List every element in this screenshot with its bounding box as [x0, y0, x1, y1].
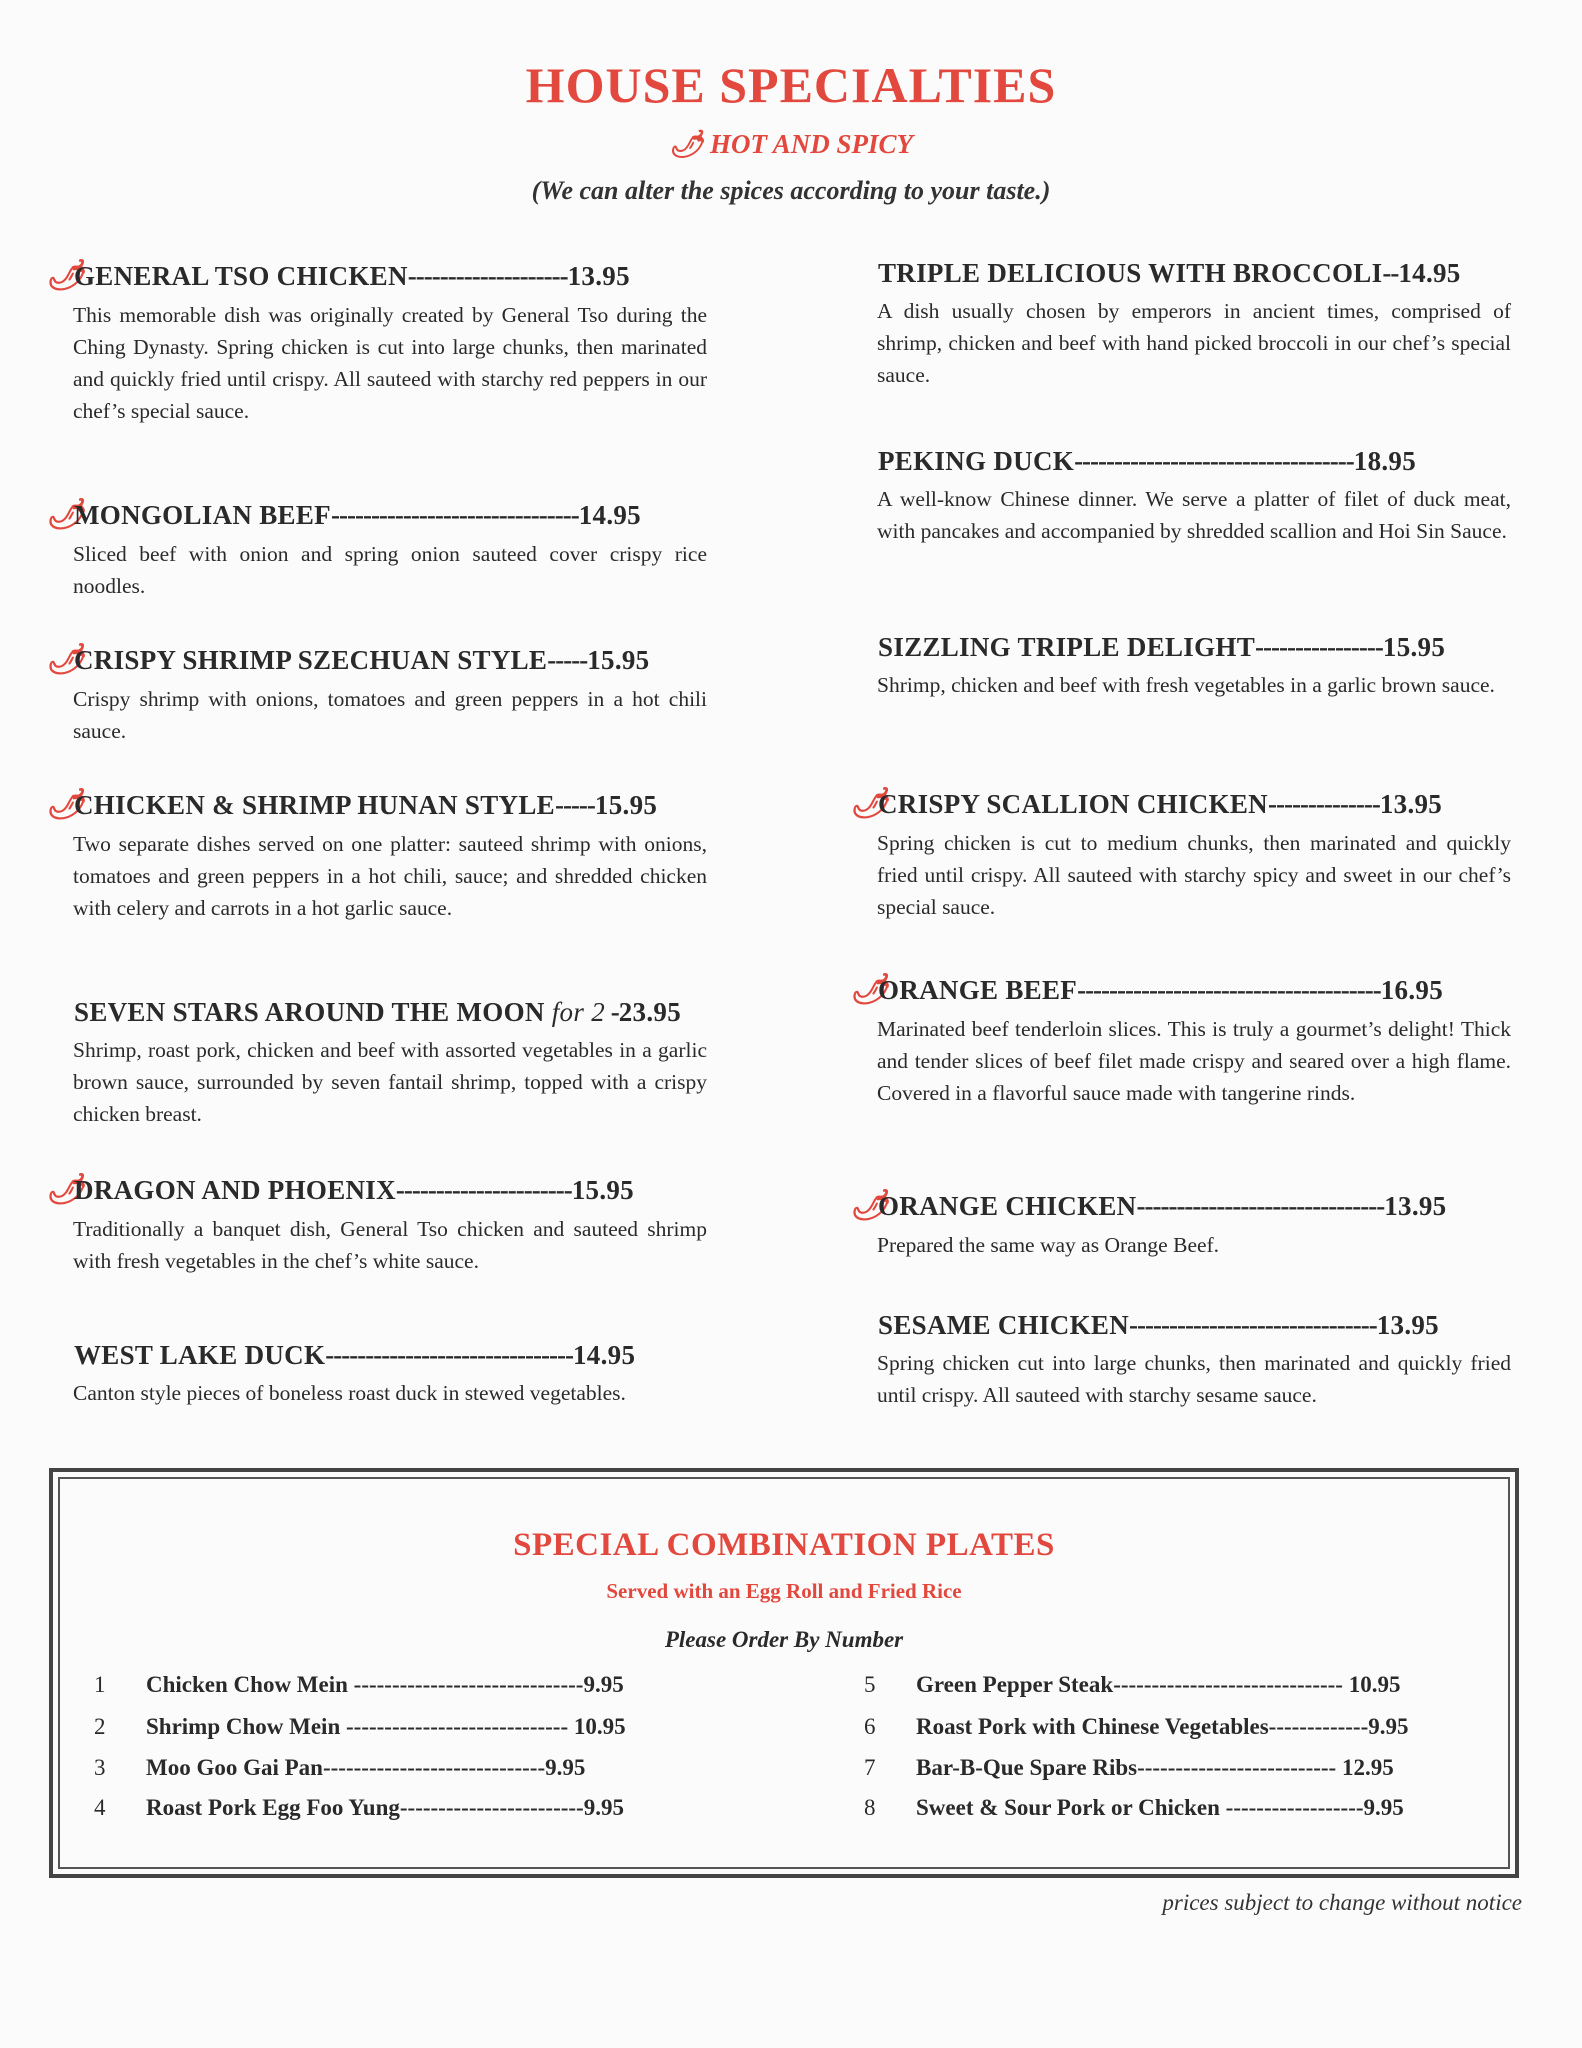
- spice-note: (We can alter the spices according to your taste.): [531, 176, 1051, 205]
- price-disclaimer: prices subject to change without notice: [1162, 1890, 1522, 1915]
- menu-item-price: 18.95: [1353, 446, 1417, 476]
- combo-number: 5: [864, 1672, 876, 1697]
- combo-name: Shrimp Chow Mein: [146, 1714, 341, 1739]
- menu-item-title: [850, 446, 1540, 477]
- menu-item: [46, 1172, 736, 1277]
- chili-pepper-icon: 🌶︎: [850, 787, 889, 820]
- menu-item-title: [46, 258, 736, 293]
- menu-item: [850, 258, 1540, 391]
- leader-dashes: ----------------------: [395, 1175, 572, 1205]
- menu-item: [850, 1188, 1540, 1261]
- chili-pepper-icon: 🌶︎: [850, 973, 889, 1006]
- menu-item-title: [46, 1172, 736, 1207]
- leader-dashes: -: [605, 997, 619, 1027]
- menu-item-price: 15.95: [587, 645, 650, 675]
- combo-name: Roast Pork Egg Foo Yung: [146, 1795, 400, 1820]
- menu-item-name: CHICKEN & SHRIMP HUNAN STYLE: [74, 790, 555, 820]
- menu-item: [850, 786, 1540, 923]
- leader-dashes: -----: [547, 645, 588, 675]
- leader-dashes: -------------------------------: [1136, 1191, 1385, 1221]
- menu-item-title: [46, 997, 736, 1028]
- menu-item-description: Spring chicken is cut to medium chunks, then marinated and quickly fried until crispy. All sauteed with starchy spicy and sweet in our chef’s special sauce.: [877, 831, 1511, 919]
- menu-item-name: CRISPY SHRIMP SZECHUAN STYLE: [74, 645, 548, 675]
- menu-item-name: ORANGE CHICKEN: [878, 1191, 1137, 1221]
- combo-number: 8: [864, 1795, 876, 1820]
- menu-item: [46, 497, 736, 602]
- combination-plates-inner-border: [58, 1477, 1510, 1869]
- combo-name: Bar-B-Que Spare Ribs: [916, 1755, 1138, 1780]
- menu-item-description: Traditionally a banquet dish, General Tso chicken and sauteed shrimp with fresh vegetables in the chef’s white sauce.: [73, 1217, 707, 1273]
- menu-item: [850, 972, 1540, 1109]
- leader-dashes: -------------------------------: [1129, 1310, 1377, 1340]
- menu-item-price: 14.95: [578, 500, 641, 530]
- menu-item-description: Two separate dishes served on one platter: sauteed shrimp with onions, tomatoes and green peppers in a hot chili, sauce; and shredded chicken with celery and carrots in a hot garlic sauce.: [73, 832, 707, 920]
- menu-item-description: Spring chicken cut into large chunks, then marinated and quickly fried until crispy. All sauteed with starchy sesame sauce.: [877, 1351, 1511, 1407]
- menu-item-name: SESAME CHICKEN: [878, 1310, 1129, 1340]
- leader-dashes: -----------------------------: [340, 1714, 569, 1739]
- menu-item: [850, 1310, 1540, 1411]
- leader-dashes: -----------------------------------: [1074, 446, 1354, 476]
- leader-dashes: --------------------: [407, 261, 568, 291]
- menu-item-price: 14.95: [1398, 258, 1461, 288]
- combo-price: 9.95: [583, 1795, 624, 1820]
- combo-price: 12.95: [1336, 1755, 1394, 1780]
- menu-item-description: Canton style pieces of boneless roast duck in stewed vegetables.: [73, 1381, 626, 1405]
- combo-name: Roast Pork with Chinese Vegetables: [916, 1714, 1269, 1739]
- menu-item: [46, 642, 736, 747]
- combo-number: 7: [864, 1755, 876, 1780]
- leader-dashes: -------------------------------: [330, 500, 579, 530]
- menu-item-name: PEKING DUCK: [878, 446, 1075, 476]
- menu-item-description: Sliced beef with onion and spring onion sauteed cover crispy rice noodles.: [73, 542, 707, 598]
- combo-subtitle: Served with an Egg Roll and Fried Rice: [606, 1579, 962, 1603]
- hot-and-spicy-legend: [0, 128, 1582, 160]
- combo-item: [94, 1755, 585, 1781]
- leader-dashes: ------------------: [1219, 1795, 1364, 1820]
- menu-item-title: [46, 787, 736, 822]
- menu-item: [46, 787, 736, 924]
- menu-item-name: WEST LAKE DUCK: [74, 1340, 326, 1370]
- menu-item: [46, 1340, 736, 1409]
- menu-item-price: 15.95: [1382, 632, 1446, 662]
- menu-item-price: 13.95: [567, 261, 630, 291]
- menu-item-name: ORANGE BEEF: [878, 975, 1078, 1005]
- combination-plates-box: [49, 1468, 1519, 1878]
- menu-item-title: [850, 1310, 1540, 1341]
- combo-number: 4: [94, 1795, 106, 1820]
- menu-item-price: 15.95: [594, 790, 658, 820]
- chili-pepper-icon: 🌶︎: [46, 643, 85, 676]
- menu-item-description: This memorable dish was originally created by General Tso during the Ching Dynasty. Spring chicken is cut into large chunks, then marinated and quickly fried until crispy. All sauteed with starchy red peppers in our chef’s special sauce.: [73, 303, 707, 423]
- menu-item-description: Shrimp, roast pork, chicken and beef with assorted vegetables in a garlic brown sauce, surrounded by seven fantail shrimp, topped with a crispy chicken breast.: [73, 1038, 707, 1126]
- menu-item-name: DRAGON AND PHOENIX: [74, 1175, 396, 1205]
- menu-item-name: SIZZLING TRIPLE DELIGHT: [878, 632, 1256, 662]
- leader-dashes: ------------------------------: [1113, 1672, 1343, 1697]
- combo-item: [864, 1755, 1394, 1781]
- leader-dashes: -------------------------------: [325, 1340, 573, 1370]
- leader-dashes: ------------------------------: [347, 1672, 584, 1697]
- leader-dashes: -------------: [1268, 1714, 1369, 1739]
- menu-item-price: 13.95: [1379, 789, 1443, 819]
- combo-title: SPECIAL COMBINATION PLATES: [513, 1527, 1055, 1563]
- leader-dashes: --------------: [1267, 789, 1380, 819]
- combo-order-note: Please Order By Number: [664, 1627, 904, 1652]
- hot-and-spicy-label: HOT AND SPICY: [710, 129, 914, 159]
- leader-dashes: ------------------------: [399, 1795, 584, 1820]
- combo-item: [94, 1795, 624, 1821]
- menu-item-price: 14.95: [573, 1340, 636, 1370]
- chili-pepper-icon: 🌶︎: [46, 1173, 85, 1206]
- menu-item-price: 15.95: [571, 1175, 634, 1205]
- menu-item-price: 13.95: [1376, 1310, 1439, 1340]
- menu-item-name: CRISPY SCALLION CHICKEN: [878, 789, 1268, 819]
- page-title: HOUSE SPECIALTIES: [525, 57, 1057, 113]
- menu-item-title: [850, 258, 1540, 289]
- leader-dashes: --------------------------: [1137, 1755, 1337, 1780]
- combo-price: 9.95: [583, 1672, 624, 1697]
- combo-item: [864, 1714, 1409, 1740]
- combo-item: [864, 1672, 1400, 1698]
- leader-dashes: -----: [554, 790, 595, 820]
- menu-item-price: 13.95: [1384, 1191, 1447, 1221]
- chili-pepper-icon: 🌶︎: [850, 1189, 889, 1222]
- menu-item-description: A well-know Chinese dinner. We serve a platter of filet of duck meat, with pancakes and accompanied by shredded scallion and Hoi Sin Sauce.: [877, 487, 1511, 543]
- menu-item: [46, 258, 736, 427]
- menu-item: [850, 446, 1540, 547]
- combo-name: Green Pepper Steak: [916, 1672, 1114, 1697]
- menu-item-description: Shrimp, chicken and beef with fresh vegetables in a garlic brown sauce.: [877, 673, 1495, 697]
- leader-dashes: ----------------: [1255, 632, 1383, 662]
- combo-price: 10.95: [568, 1714, 626, 1739]
- menu-item-description: A dish usually chosen by emperors in ancient times, comprised of shrimp, chicken and beef with hand picked broccoli in our chef’s special sauce.: [877, 299, 1511, 387]
- combo-number: 6: [864, 1714, 876, 1739]
- combo-item: [94, 1672, 624, 1698]
- chili-pepper-icon: 🌶︎: [668, 129, 704, 159]
- combo-number: 2: [94, 1714, 106, 1739]
- combo-price: 9.95: [1363, 1795, 1404, 1820]
- combo-item: [94, 1714, 626, 1740]
- leader-dashes: --: [1382, 258, 1399, 288]
- chili-pepper-icon: 🌶︎: [46, 788, 85, 821]
- leader-dashes: -----------------------------: [322, 1755, 546, 1780]
- menu-item-name: MONGOLIAN BEEF: [74, 500, 331, 530]
- leader-dashes: --------------------------------------: [1077, 975, 1381, 1005]
- serves-note: for 2: [544, 997, 605, 1027]
- menu-item-title: [850, 632, 1540, 663]
- menu-item-title: [46, 1340, 736, 1371]
- menu-item-price: 16.95: [1380, 975, 1443, 1005]
- menu-item: [46, 997, 736, 1130]
- combo-price: 10.95: [1342, 1672, 1401, 1697]
- combo-price: 9.95: [1368, 1714, 1409, 1739]
- menu-item: [850, 632, 1540, 701]
- combo-item: [864, 1795, 1404, 1821]
- menu-item-description: Marinated beef tenderloin slices. This is truly a gourmet’s delight! Thick and tender slices of beef filet made crispy and seared over a high flame. Covered in a flavorful sauce made with tangerine rinds.: [877, 1017, 1511, 1105]
- menu-item-name: TRIPLE DELICIOUS WITH BROCCOLI: [878, 258, 1383, 288]
- chili-pepper-icon: 🌶︎: [46, 259, 85, 292]
- menu-item-title: [850, 972, 1540, 1007]
- combo-price: 9.95: [545, 1755, 586, 1780]
- combo-name: Chicken Chow Mein: [146, 1672, 348, 1697]
- menu-item-title: [46, 642, 736, 677]
- combo-number: 1: [94, 1672, 106, 1697]
- combo-name: Moo Goo Gai Pan: [146, 1755, 323, 1780]
- menu-item-title: [46, 497, 736, 532]
- menu-item-description: Crispy shrimp with onions, tomatoes and green peppers in a hot chili sauce.: [73, 687, 707, 743]
- menu-item-title: [850, 1188, 1540, 1223]
- menu-item-name: SEVEN STARS AROUND THE MOON: [74, 997, 545, 1027]
- menu-item-price: 23.95: [618, 997, 681, 1027]
- chili-pepper-icon: 🌶︎: [46, 498, 85, 531]
- combo-name: Sweet & Sour Pork or Chicken: [916, 1795, 1220, 1820]
- combo-number: 3: [94, 1755, 106, 1780]
- menu-item-title: [850, 786, 1540, 821]
- menu-item-name: GENERAL TSO CHICKEN: [74, 261, 408, 291]
- menu-item-description: Prepared the same way as Orange Beef.: [877, 1233, 1220, 1257]
